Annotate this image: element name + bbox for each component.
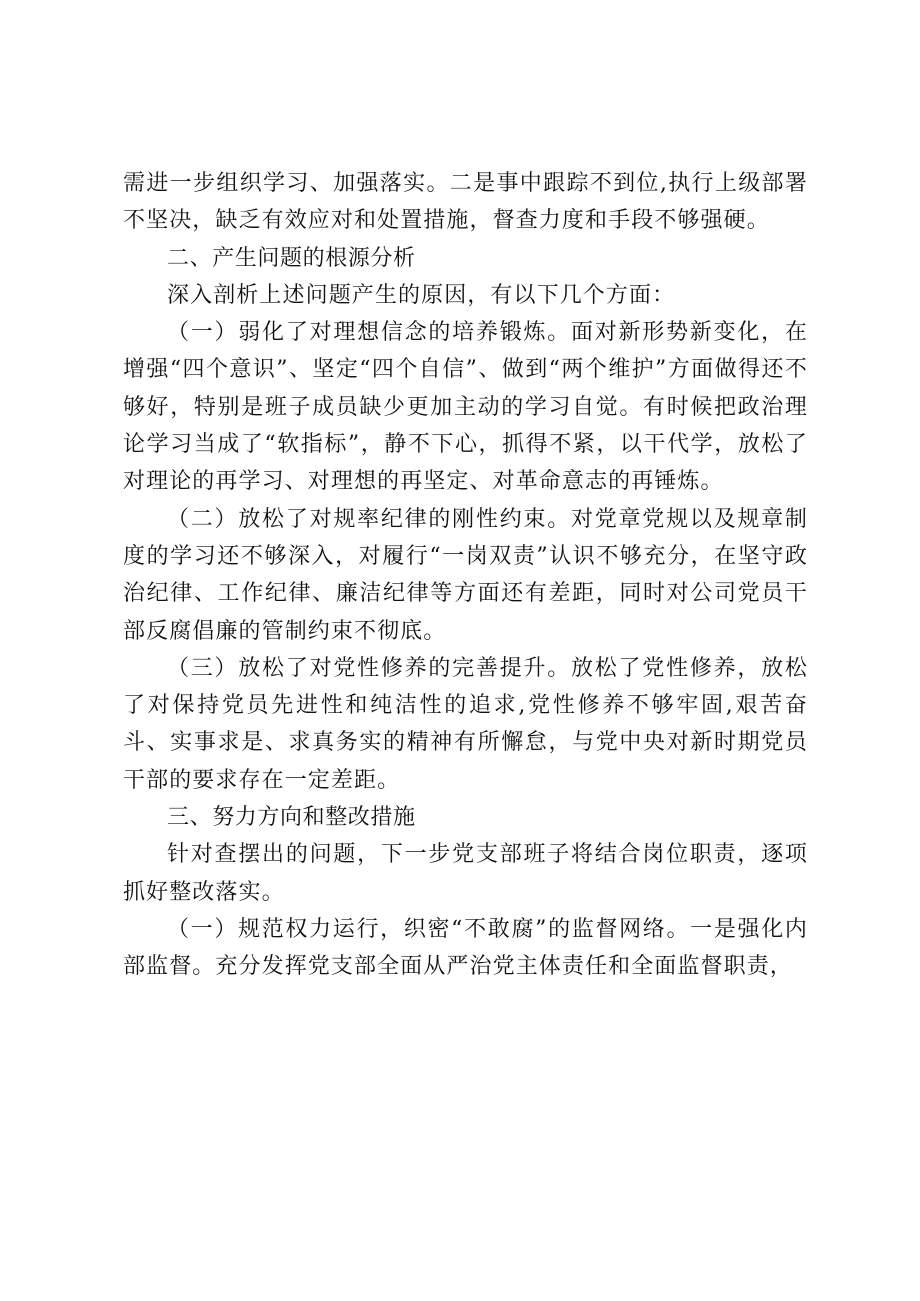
document-body	[123, 165, 808, 986]
paragraph-cause-1: （一）弱化了对理想信念的培养锻炼。面对新形势新变化，在增强“四个意识”、坚定“四个自信”、做到“两个维护”方面做得还不够好，特别是班子成员缺少更加主动的学习自觉。有时候把政治理论学习当成了“软指标”，静不下心，抓得不紧，以干代学，放松了对理论的再学习、对理想的再坚定、对革命意志的再锤炼。	[123, 320, 808, 495]
paragraph-intro-measures: 针对查摆出的问题，下一步党支部班子将结合岗位职责，逐项抓好整改落实。	[123, 842, 808, 905]
paragraph-cause-3: （三）放松了对党性修养的完善提升。放松了党性修养，放松了对保持党员先进性和纯洁性的追求,党性修养不够牢固,艰苦奋斗、实事求是、求真务实的精神有所懈怠，与党中央对新时期党员干部的要求存在一定差距。	[123, 655, 808, 793]
section-heading-root-cause: 二、产生问题的根源分析	[167, 245, 416, 271]
paragraph-intro-causes: 深入剖析上述问题产生的原因，有以下几个方面：	[167, 282, 676, 308]
section-heading-rectification: 三、努力方向和整改措施	[167, 805, 416, 831]
paragraph-cause-2: （二）放松了对规率纪律的刚性约束。对党章党规以及规章制度的学习还不够深入，对履行“一岗双责”认识不够充分，在坚守政治纪律、工作纪律、廉洁纪律等方面还有差距，同时对公司党员干部反腐倡廉的管制约束不彻底。	[123, 506, 808, 644]
paragraph-continued: 需进一步组织学习、加强落实。二是事中跟踪不到位,执行上级部署不坚决，缺乏有效应对和处置措施，督查力度和手段不够强硬。	[123, 171, 808, 234]
paragraph-measure-1: （一）规范权力运行，织密“不敢腐”的监督网络。一是强化内部监督。充分发挥党支部全面从严治党主体责任和全面监督职责，	[123, 916, 808, 980]
